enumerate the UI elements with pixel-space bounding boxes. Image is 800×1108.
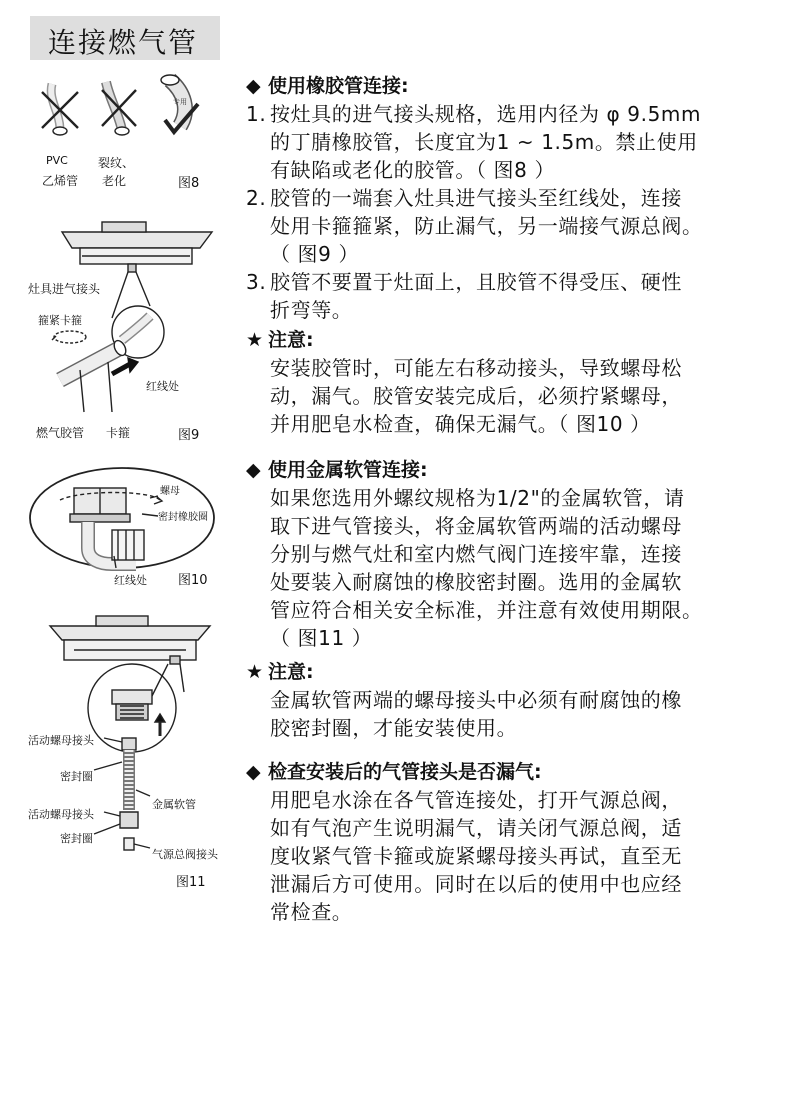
section-heading [246, 456, 796, 484]
heading-text: 使用橡胶管连接: [268, 75, 409, 97]
text-line: 胶密封圈，才能安装使用。 [270, 716, 518, 740]
section-heading [246, 758, 796, 786]
item-number: 3. [246, 270, 267, 294]
fig9-label-clip: 卡箍 [106, 426, 131, 440]
fig8-label-pvc2: 乙烯管 [42, 174, 79, 188]
page-title: 连接燃气管 [48, 26, 199, 59]
text-line: 有缺陷或老化的胶管。（ 图8 ） [270, 158, 556, 182]
section-leak-check [246, 758, 796, 926]
text-line: 如果您选用外螺纹规格为1/2"的金属软管，请 [270, 486, 685, 510]
fig10-caption: 图10 [178, 573, 208, 588]
text-line: 管应符合相关安全标准，并注意有效使用期限。 [270, 598, 703, 622]
text-line: 安装胶管时，可能左右移动接头，导致螺母松 [270, 356, 682, 380]
diamond-icon: ◆ [246, 459, 261, 481]
heading-text: 使用金属软管连接: [268, 459, 428, 481]
heading-text: 检查安装后的气管接头是否漏气: [268, 761, 542, 783]
fig11-label-nut-joint1: 活动螺母接头 [28, 734, 94, 747]
fig8-label-pvc: PVC [46, 154, 68, 167]
text-line: 用肥皂水涂在各气管连接处，打开气源总阀， [270, 788, 682, 812]
text-line: 并用肥皂水检查，确保无漏气。（ 图10 ） [270, 412, 651, 436]
list-item [246, 184, 796, 268]
fig11-label-seal2: 密封圈 [60, 832, 93, 845]
diamond-icon: ◆ [246, 761, 261, 783]
text-line: （ 图11 ） [270, 626, 373, 650]
text-line: 动，漏气。胶管安装完成后，必须拧紧螺母， [270, 384, 682, 408]
text-line: 胶管不要置于灶面上，且胶管不得受压、硬性 [270, 270, 682, 294]
fig9-label-redline: 红线处 [146, 380, 179, 393]
fig9-label-clamp: 箍紧卡箍 [38, 314, 82, 327]
text-line: 处用卡箍箍紧，防止漏气，另一端接气源总阀。 [270, 214, 703, 238]
text-line: 泄漏后方可使用。同时在以后的使用中也应经 [270, 872, 682, 896]
fig10-label-seal: 密封橡胶圈 [158, 512, 208, 523]
fig9-label-inlet: 灶具进气接头 [28, 282, 101, 296]
fig8-tube-tag: 专用 [173, 98, 187, 106]
fig8-caption: 图8 [178, 176, 200, 191]
heading-text: 注意: [268, 329, 314, 351]
fig11-label-metal-hose: 金属软管 [152, 798, 196, 811]
section-rubber-hose [246, 72, 796, 324]
fig11-label-seal1: 密封圈 [60, 770, 93, 783]
text-line: 分别与燃气灶和室内燃气阀门连接牢靠，连接 [270, 542, 682, 566]
text-line: 金属软管两端的螺母接头中必须有耐腐蚀的橡 [270, 688, 682, 712]
fig11-label-nut-joint2: 活动螺母接头 [28, 808, 94, 821]
item-number: 2. [246, 186, 267, 210]
text-line: 处要装入耐腐蚀的橡胶密封圈。选用的金属软 [270, 570, 682, 594]
fig9-caption: 图9 [178, 428, 200, 443]
text-line: 按灶具的进气接头规格，选用内径为 φ 9.5mm [270, 102, 702, 126]
text-line: 取下进气管接头，将金属软管两端的活动螺母 [270, 514, 682, 538]
fig10-label-redline: 红线处 [114, 574, 147, 587]
text-line: 胶管的一端套入灶具进气接头至红线处，连接 [270, 186, 682, 210]
fig8-label-crack2: 老化 [102, 174, 127, 188]
section-metal-hose [246, 456, 796, 652]
fig11-label-valve: 气源总阀接头 [152, 848, 218, 861]
list-item [246, 100, 796, 184]
text-line: 折弯等。 [270, 298, 353, 322]
list-item [246, 268, 796, 324]
section-heading [246, 72, 796, 100]
section-note-2 [246, 658, 796, 742]
fig9-label-hose: 燃气胶管 [36, 426, 85, 440]
fig10-label-nut: 螺母 [160, 486, 180, 497]
item-number: 1. [246, 102, 267, 126]
section-note-1 [246, 326, 796, 438]
text-line: 常检查。 [270, 900, 353, 924]
section-heading [246, 326, 796, 354]
text-line: 度收紧气管卡箍或旋紧螺母接头再试，直至无 [270, 844, 682, 868]
fig11-caption: 图11 [176, 875, 206, 890]
text-line: 如有气泡产生说明漏气，请关闭气源总阀，适 [270, 816, 682, 840]
section-heading [246, 658, 796, 686]
star-icon: ★ [246, 661, 264, 683]
star-icon: ★ [246, 329, 264, 351]
heading-text: 注意: [268, 661, 314, 683]
text-line: （ 图9 ） [270, 242, 360, 266]
fig8-label-crack: 裂纹、 [98, 156, 135, 170]
diamond-icon: ◆ [246, 75, 261, 97]
text-line: 的丁腈橡胶管，长度宜为1 ~ 1.5m。禁止使用 [270, 130, 698, 154]
